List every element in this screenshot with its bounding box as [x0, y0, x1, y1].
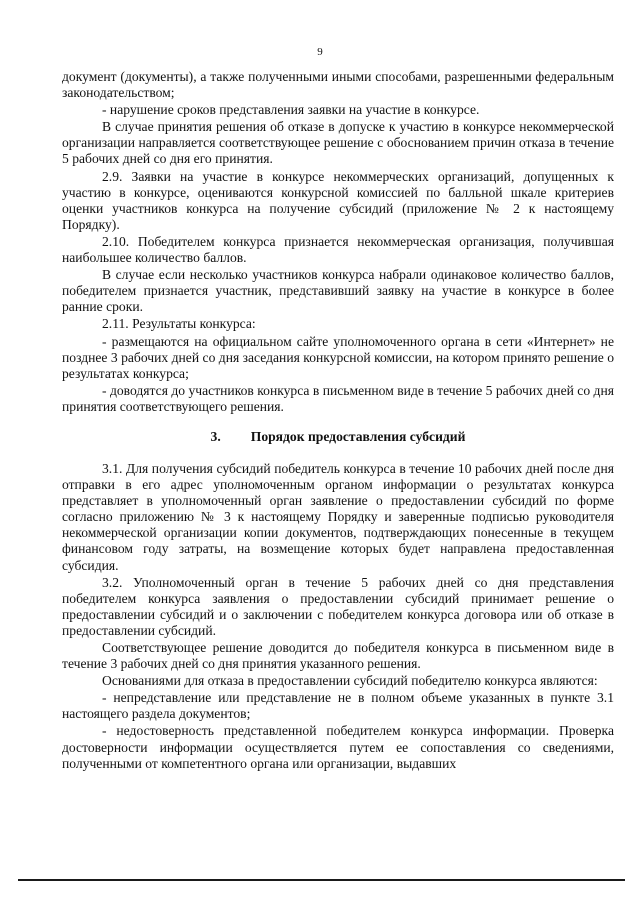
- paragraph-3-2: 3.2. Уполномоченный орган в течение 5 рабочих дней со дня представления победителем конкурса заявления о предоставлении субсидий принимает решение о предоставлении субсидий и о заключении с победителем конкурса договора или об отказе в предоставлении субсидий.: [62, 574, 614, 638]
- section-heading: [62, 429, 614, 445]
- paragraph-tie-rule: В случае если несколько участников конкурса набрали одинаковое количество баллов, победителем признается участник, представивший заявку на участие в конкурсе в более ранние сроки.: [62, 267, 614, 315]
- paragraph-2-10: 2.10. Победителем конкурса признается некоммерческая организация, получившая наибольшее количество баллов.: [62, 233, 614, 266]
- paragraph-2-9: 2.9. Заявки на участие в конкурсе некоммерческих организаций, допущенных к участию в конкурсе, оцениваются конкурсной комиссией по балльной шкале критериев оценки участников конкурса на получение субсидий (приложение № 2 к настоящему Порядку).: [62, 168, 614, 232]
- bottom-rule: [18, 879, 625, 881]
- paragraph-continuation: документ (документы), а также полученными иными способами, разрешенными федеральным законодательством;: [62, 69, 614, 101]
- page-number: 9: [317, 46, 323, 58]
- paragraph-decision-notice: Соответствующее решение доводится до победителя конкурса в письменном виде в течение 3 рабочих дней со дня принятия указанного решения.: [62, 640, 614, 672]
- section-number: 3.: [210, 428, 221, 444]
- paragraph-refusal-grounds: Основаниями для отказа в предоставлении субсидий победителю конкурса являются:: [102, 673, 598, 689]
- document-body: [62, 69, 614, 772]
- paragraph-3-1: 3.1. Для получения субсидий победитель конкурса в течение 10 рабочих дней после дня отправки в его адрес уполномоченным органом информации о результатах конкурса представляет в уполномоченный орган заявление о предоставлении субсидий по форме согласно приложению № 3 к настоящему Порядку и заверенные подписью руководителя некоммерческой организации копии документов, подтверждающих понесенные в текущем финансовом году затраты, на возмещение которых будет направлена предоставленная субсидия.: [62, 460, 614, 573]
- paragraph-refusal-decision: В случае принятия решения об отказе в допуске к участию в конкурсе некоммерческой организации направляется соответствующее решение с обоснованием причин отказа в течение 5 рабочих дней со дня его принятия.: [62, 119, 614, 167]
- paragraph-2-11: 2.11. Результаты конкурса:: [102, 316, 256, 332]
- paragraph-results-published: - размещаются на официальном сайте уполномоченного органа в сети «Интернет» не позднее 3 рабочих дней со дня заседания конкурсной комиссии, на котором принято решение о результатах конкурса;: [62, 333, 614, 381]
- paragraph-incomplete-documents: - непредставление или представление не в полном объеме указанных в пункте 3.1 настоящего раздела документов;: [62, 690, 614, 722]
- paragraph-deadline-violation: - нарушение сроков представления заявки на участие в конкурсе.: [102, 102, 480, 118]
- paragraph-unreliable-info: - недостоверность представленной победителем конкурса информации. Проверка достоверности информации осуществляется путем ее сопоставления со сведениями, полученными от компетентного органа или организации, выдавших: [62, 723, 614, 771]
- section-title: Порядок предоставления субсидий: [250, 428, 466, 444]
- paragraph-results-notified: - доводятся до участников конкурса в письменном виде в течение 5 рабочих дней со дня принятия соответствующего решения.: [62, 382, 614, 414]
